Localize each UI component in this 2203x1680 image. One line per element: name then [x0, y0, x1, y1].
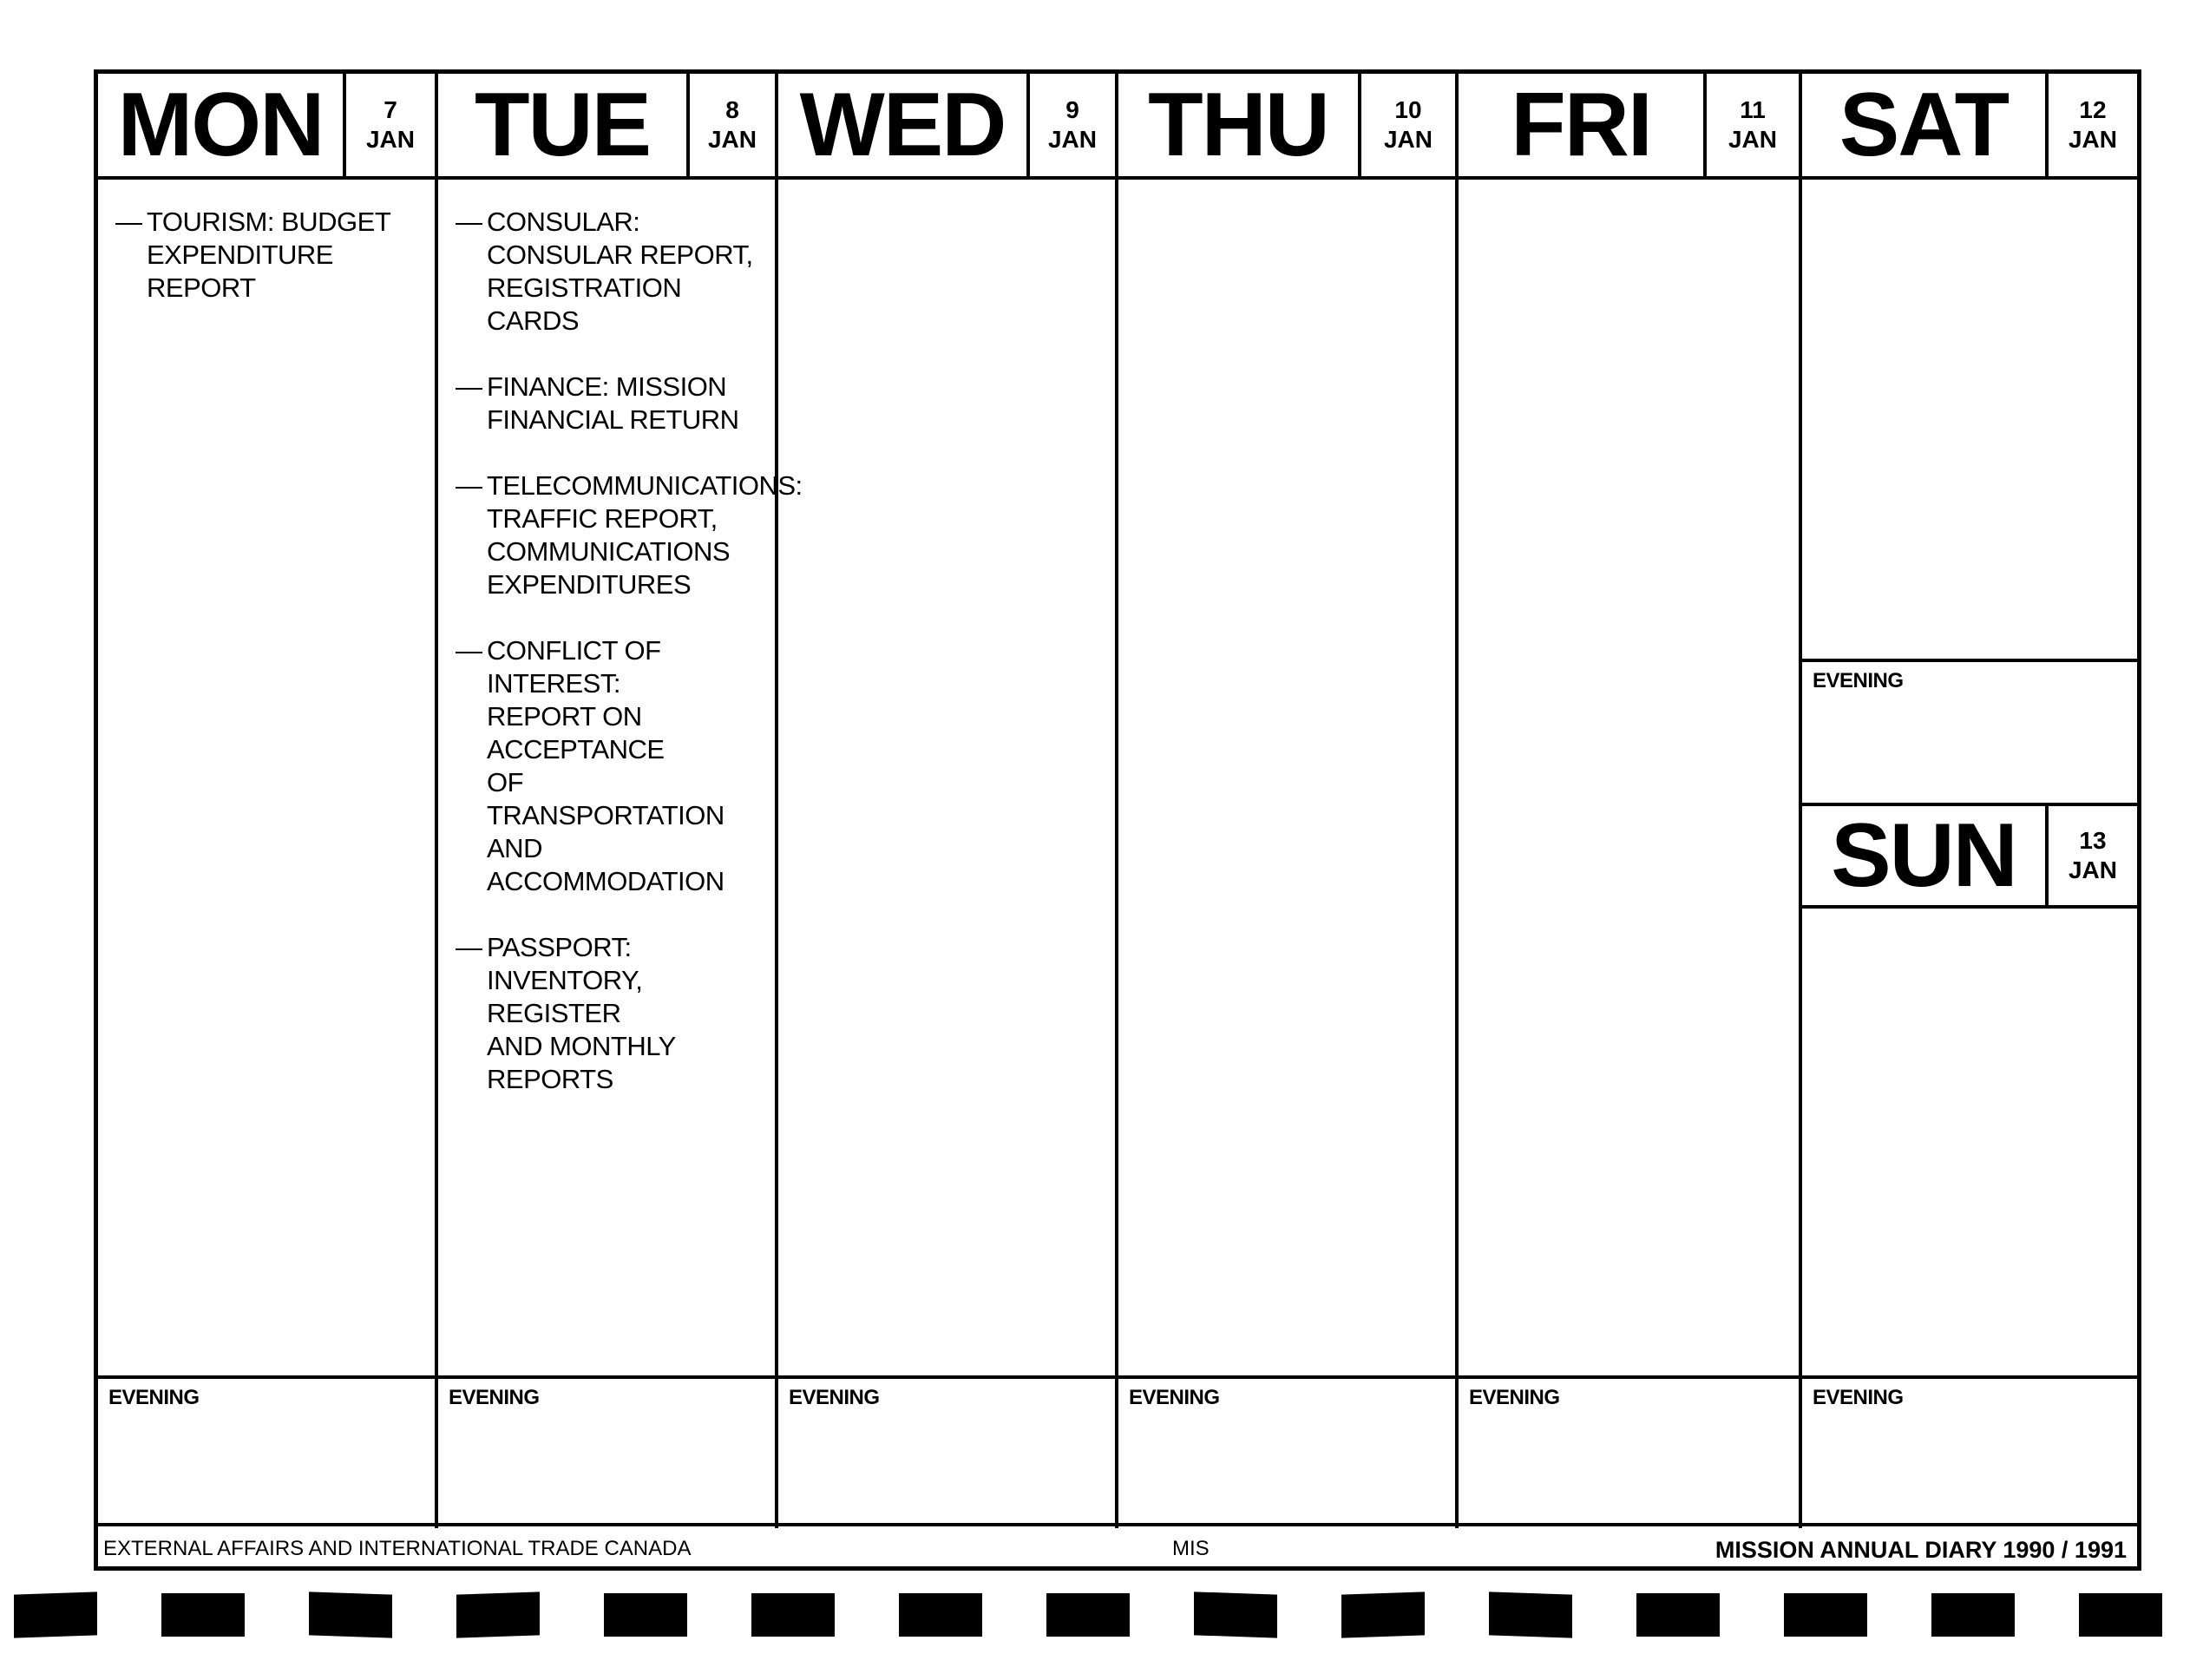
- day-name: SAT: [1802, 74, 2049, 176]
- day-column-sat-sun: [1802, 74, 2137, 1528]
- evening-section-sat: [1802, 659, 2137, 804]
- day-header-mon: [98, 74, 435, 180]
- day-name: TUE: [438, 74, 690, 176]
- note-dash: —: [456, 470, 482, 501]
- binding-mark: [751, 1593, 835, 1637]
- evening-label: EVENING: [789, 1386, 880, 1409]
- day-number: 9: [1065, 96, 1079, 123]
- evening-label: EVENING: [1469, 1386, 1560, 1409]
- binding-mark: [899, 1593, 982, 1637]
- diary-week-grid: [94, 69, 2141, 1571]
- day-date: [1361, 74, 1455, 176]
- day-number: 12: [2079, 96, 2107, 123]
- diary-footer: [98, 1523, 2137, 1566]
- day-number: 10: [1394, 96, 1422, 123]
- day-date: [346, 74, 435, 176]
- evening-section: [438, 1375, 775, 1528]
- day-notes: [438, 180, 803, 1129]
- note-text: TOURISM: BUDGET EXPENDITURE REPORT: [147, 207, 391, 303]
- day-header-wed: [778, 74, 1115, 180]
- day-column-fri: [1459, 74, 1802, 1528]
- day-name: THU: [1118, 74, 1361, 176]
- day-month: JAN: [2068, 856, 2117, 883]
- footer-code: MIS: [1172, 1537, 1210, 1560]
- day-number: 11: [1740, 96, 1766, 123]
- binding-mark: [309, 1591, 392, 1637]
- note-item: [456, 931, 763, 1096]
- day-date: [2049, 74, 2137, 176]
- day-date: [1030, 74, 1115, 176]
- evening-section: [1118, 1375, 1455, 1528]
- note-text: CONFLICT OF INTEREST: REPORT ON ACCEPTANCE OF TRANSPORTATION AND ACCOMMODATION: [487, 635, 724, 896]
- note-dash: —: [456, 635, 482, 666]
- evening-label: EVENING: [1813, 669, 1904, 692]
- note-item: [456, 469, 803, 601]
- day-name: WED: [778, 74, 1030, 176]
- day-date: [690, 74, 775, 176]
- day-date: [1707, 74, 1799, 176]
- note-dash: —: [115, 207, 142, 237]
- footer-publisher: EXTERNAL AFFAIRS AND INTERNATIONAL TRADE CANADA: [103, 1537, 692, 1560]
- day-month: JAN: [365, 126, 415, 153]
- note-item: [456, 634, 763, 898]
- day-name: SUN: [1802, 806, 2049, 905]
- note-item: [456, 371, 763, 436]
- note-dash: —: [456, 371, 482, 402]
- binding-mark: [604, 1593, 687, 1637]
- day-header-fri: [1459, 74, 1799, 180]
- note-text: PASSPORT: INVENTORY, REGISTER AND MONTHLY REPORTS: [487, 932, 676, 1094]
- note-item: [456, 206, 763, 338]
- binding-mark: [1194, 1591, 1277, 1637]
- day-column-tue: [438, 74, 803, 1528]
- day-month: JAN: [1047, 126, 1097, 153]
- day-month: JAN: [2068, 126, 2117, 153]
- binding-mark: [1341, 1591, 1425, 1637]
- note-text: FINANCE: MISSION FINANCIAL RETURN: [487, 371, 739, 435]
- evening-label: EVENING: [1813, 1386, 1904, 1409]
- day-column-mon: [98, 74, 438, 1528]
- evening-section: [1802, 1375, 2137, 1528]
- note-text: CONSULAR: CONSULAR REPORT, REGISTRATION CARDS: [487, 207, 753, 336]
- day-header-thu: [1118, 74, 1455, 180]
- evening-section: [1459, 1375, 1799, 1528]
- evening-section: [778, 1375, 1115, 1528]
- note-text: TELECOMMUNICATIONS: TRAFFIC REPORT, COMMUNICATIONS EXPENDITURES: [487, 470, 803, 600]
- binding-mark: [1636, 1593, 1720, 1637]
- binding-mark: [1784, 1593, 1867, 1637]
- day-month: JAN: [707, 126, 757, 153]
- binding-mark: [14, 1591, 97, 1637]
- binding-mark: [2079, 1593, 2162, 1637]
- day-number: 13: [2079, 827, 2107, 854]
- day-month: JAN: [1383, 126, 1433, 153]
- day-date: [2049, 806, 2137, 905]
- evening-label: EVENING: [449, 1386, 540, 1409]
- footer-title: MISSION ANNUAL DIARY 1990 / 1991: [1715, 1537, 2127, 1563]
- note-dash: —: [456, 932, 482, 962]
- day-header-sat: [1802, 74, 2137, 180]
- evening-label: EVENING: [108, 1386, 200, 1409]
- note-dash: —: [456, 207, 482, 237]
- day-name: MON: [98, 74, 346, 176]
- day-month: JAN: [1728, 126, 1777, 153]
- day-header-tue: [438, 74, 775, 180]
- evening-label: EVENING: [1129, 1386, 1220, 1409]
- note-item: [115, 206, 423, 305]
- binding-mark: [161, 1593, 245, 1637]
- day-name: FRI: [1459, 74, 1707, 176]
- evening-section: [98, 1375, 435, 1528]
- binding-mark: [456, 1591, 540, 1637]
- day-column-thu: [1118, 74, 1459, 1528]
- day-column-wed: [778, 74, 1118, 1528]
- binding-mark: [1046, 1593, 1130, 1637]
- binding-mark: [1931, 1593, 2015, 1637]
- day-header-sun: [1802, 803, 2137, 909]
- day-notes: [98, 180, 435, 338]
- day-number: 7: [384, 96, 397, 123]
- day-number: 8: [725, 96, 739, 123]
- binding-mark: [1489, 1591, 1572, 1637]
